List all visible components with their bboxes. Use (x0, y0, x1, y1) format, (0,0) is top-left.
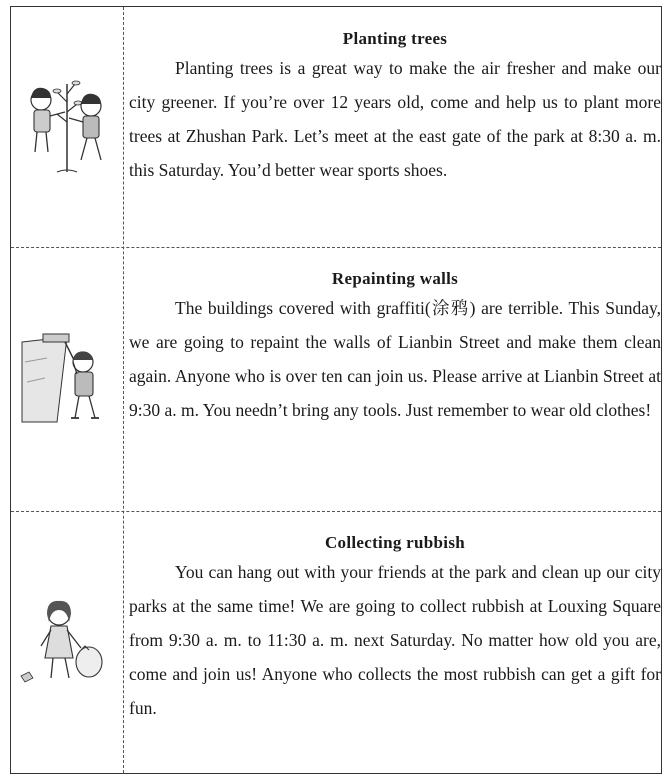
planting-trees-heading: Planting trees (342, 29, 448, 48)
collecting-rubbish-illustration (11, 581, 123, 701)
planting-trees-illustration (11, 67, 123, 187)
repainting-walls-illustration (11, 317, 123, 437)
section-collecting-rubbish (11, 511, 661, 775)
collecting-rubbish-text (129, 533, 661, 725)
section-planting-trees (11, 7, 661, 247)
repainting-walls-text (129, 269, 661, 427)
collecting-rubbish-body: You can hang out with your friends at the park and clean up our city parks at the same time! We are going to collect rubbish at Louxing Square from 9:30 a. m. to 11:30 a. m. next Saturday. No matter how old you are, come and join us! Anyone who collects the most rubbish can get a gift for fun. (129, 562, 661, 718)
planting-trees-text (129, 29, 661, 187)
planting-trees-body: Planting trees is a great way to make the air fresher and make our city greener. If you’re over 12 years old, come and help us to plant more trees at Zhushan Park. Let’s meet at the east gate of the park at 8:30 a. m. this Saturday. You’d better wear sports shoes. (129, 58, 661, 180)
notice-board (10, 6, 662, 774)
girl-collecting-rubbish-icon (17, 586, 117, 696)
collecting-rubbish-heading: Collecting rubbish (324, 533, 465, 552)
repainting-walls-body: The buildings covered with graffiti(涂鸦) are terrible. This Sunday, we are going to repaint the walls of Lianbin Street and make them clean again. Anyone who is over ten can join us. Please arrive at Lianbin Street at 9:30 a. m. You needn’t bring any tools. Just remember to wear old clothes! (129, 298, 661, 420)
children-planting-tree-icon (17, 72, 117, 182)
repainting-walls-heading: Repainting walls (331, 269, 459, 288)
section-repainting-walls (11, 247, 661, 511)
boy-painting-wall-icon (17, 322, 117, 432)
